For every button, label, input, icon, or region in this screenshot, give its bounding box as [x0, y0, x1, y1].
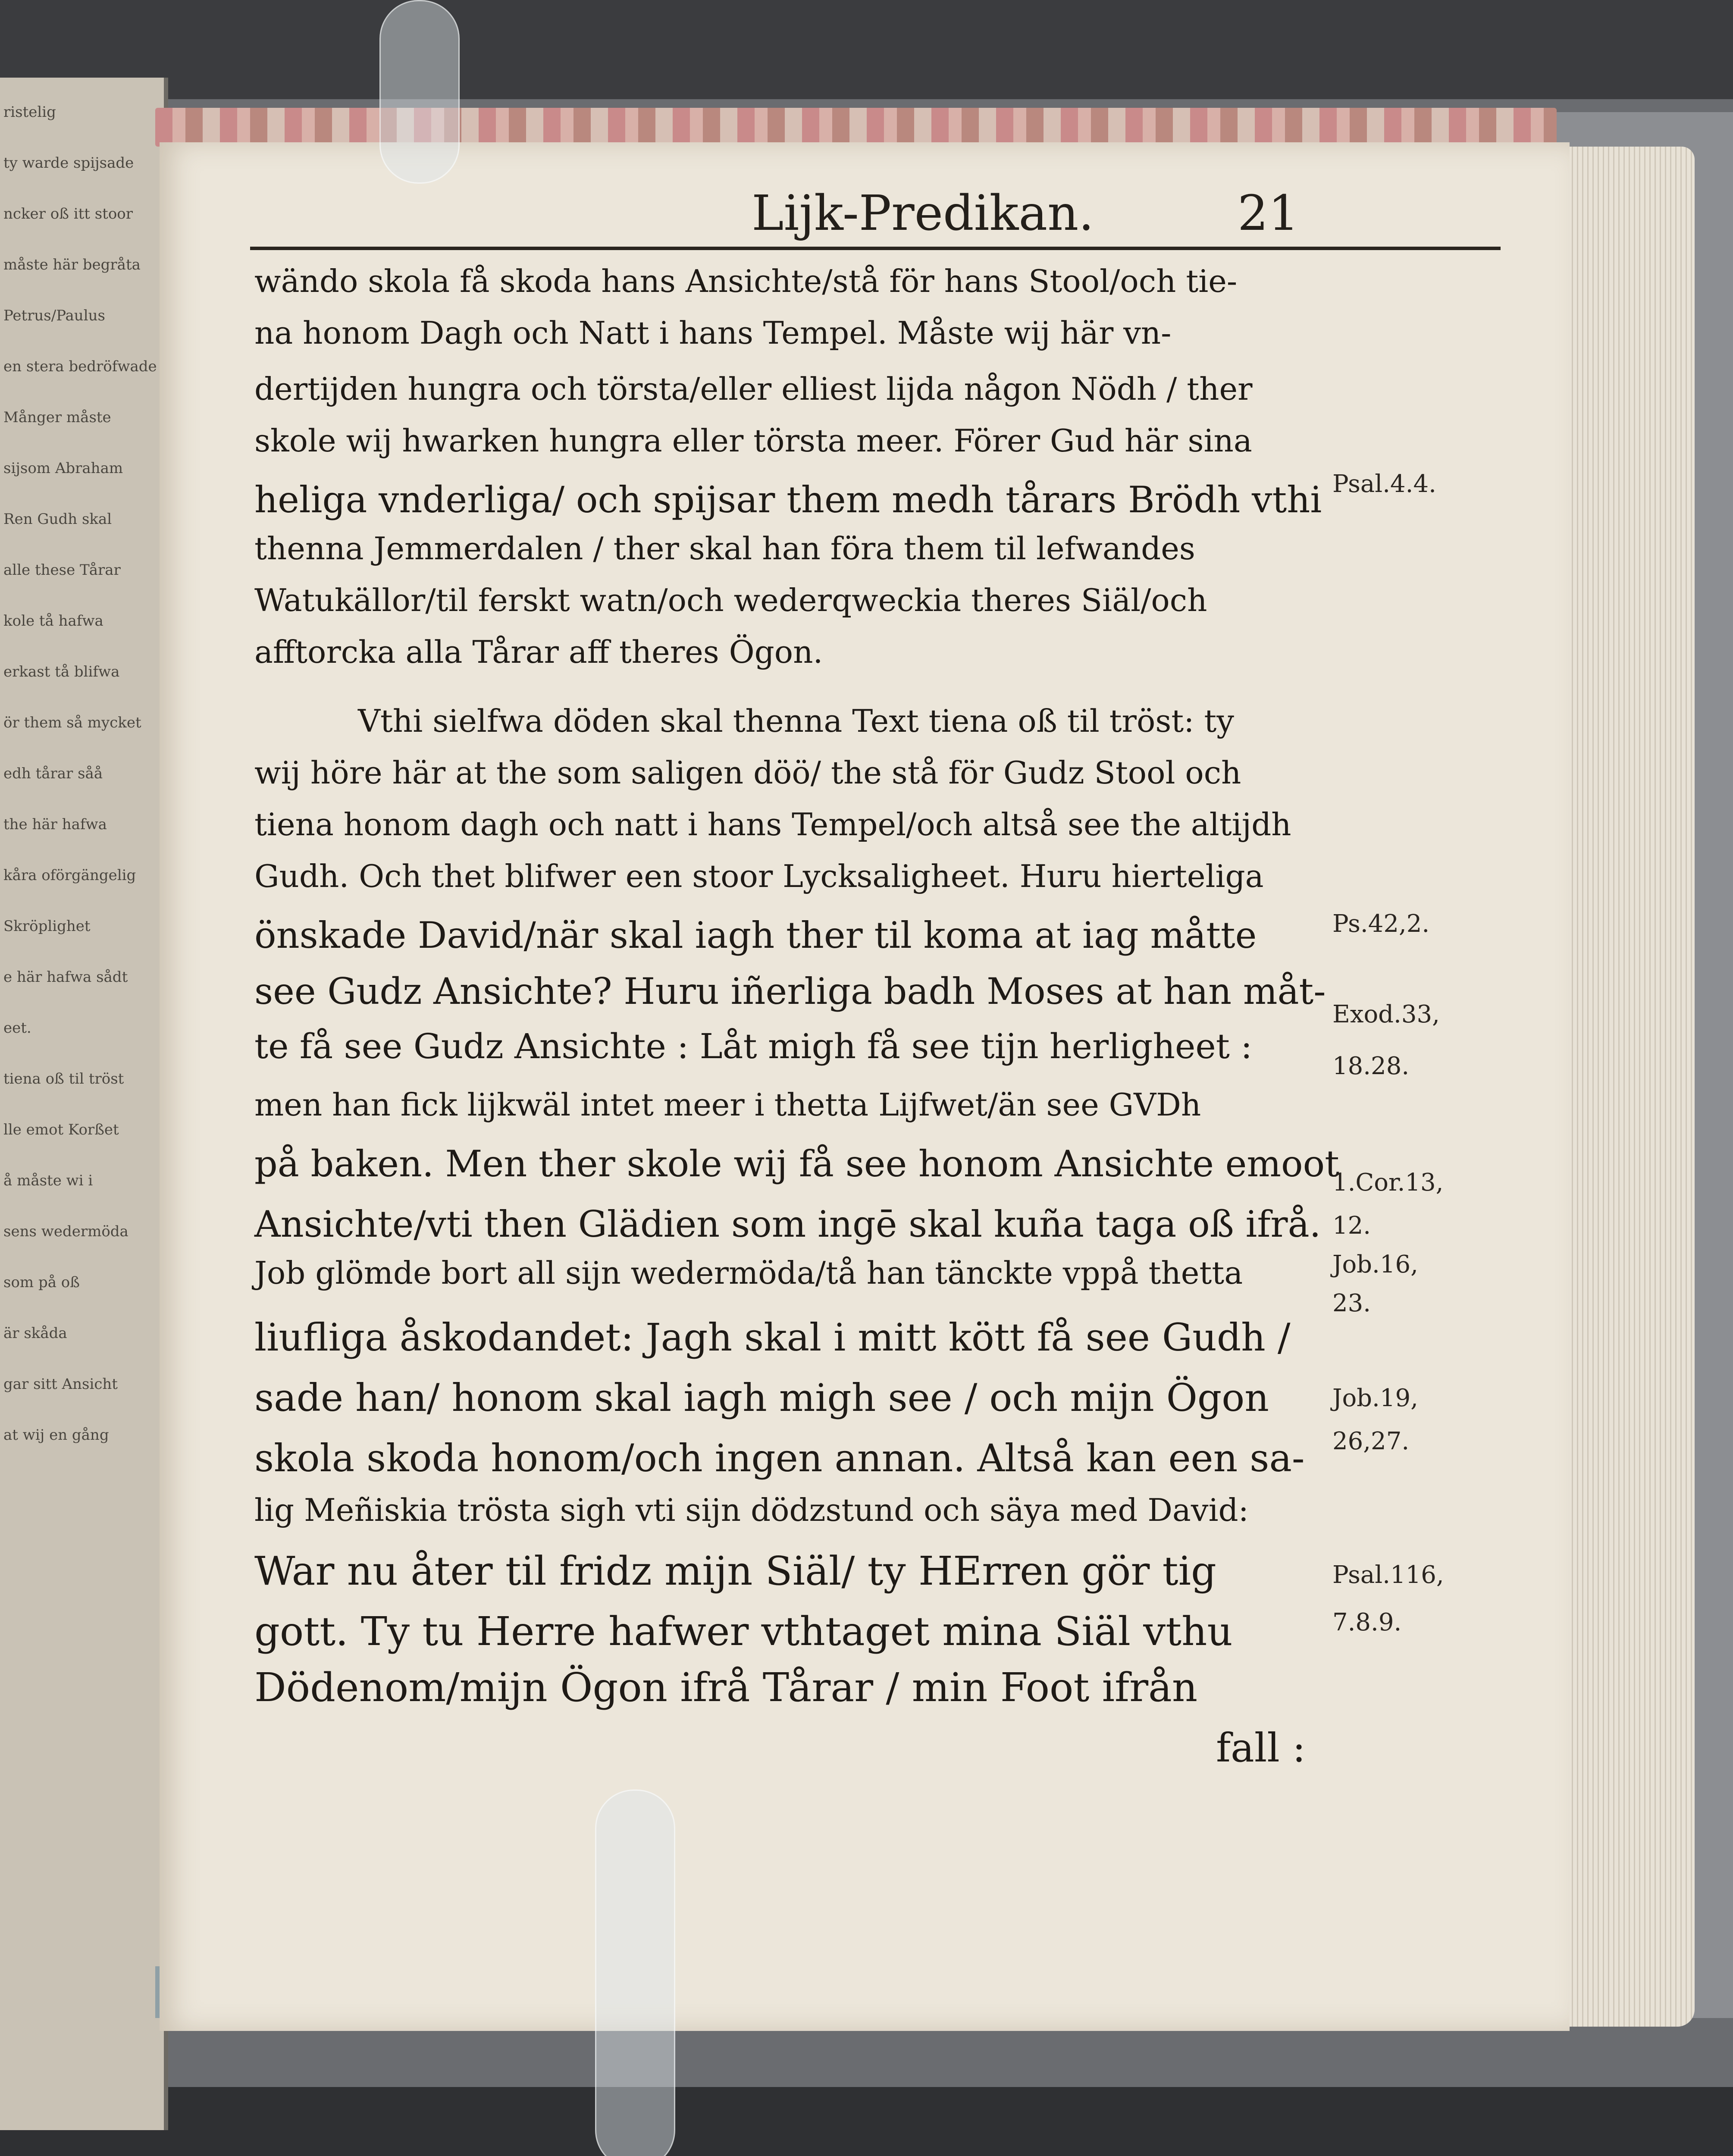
margin-reference: 23. [1332, 1289, 1371, 1317]
left-page-line: e här hafwa sådt [3, 968, 128, 986]
scanner-top-edge [0, 0, 1733, 99]
text-line: see Gudz Ansichte? Huru iñerliga badh Moses at han måt- [254, 970, 1326, 1012]
text-line: thenna Jemmerdalen / ther skal han föra them til lefwandes [254, 530, 1195, 567]
left-page-line: å måste wi i [3, 1172, 93, 1189]
left-page-line: erkast tå blifwa [3, 663, 120, 680]
left-page-line: ty warde spijsade [3, 154, 134, 172]
page-holder-clip-bottom [595, 1789, 675, 2156]
left-page-line: Skröplighet [3, 918, 91, 935]
text-line: wändo skola få skoda hans Ansichte/stå för hans Stool/och tie- [254, 263, 1238, 299]
text-line: wij höre här at the som saligen döö/ the stå för Gudz Stool och [254, 755, 1241, 791]
page-holder-clip-top [379, 0, 460, 184]
text-line: skola skoda honom/och ingen annan. Altså kan een sa- [254, 1436, 1305, 1480]
left-page-line: måste här begråta [3, 256, 141, 273]
margin-reference: 12. [1332, 1212, 1371, 1240]
left-page-line: at wij en gång [3, 1426, 109, 1444]
left-page-line: alle these Tårar [3, 561, 121, 579]
text-line: på baken. Men ther skole wij få see honom Ansichte emoot [254, 1143, 1339, 1185]
left-page-line: edh tårar såå [3, 765, 103, 782]
left-page-line: är skåda [3, 1325, 67, 1342]
text-line: skole wij hwarken hungra eller törsta meer. Förer Gud här sina [254, 423, 1252, 459]
left-page-line: ör them så mycket [3, 714, 141, 731]
text-line: afftorcka alla Tårar aff theres Ögon. [254, 634, 823, 670]
text-line: sade han/ honom skal iagh migh see / och mijn Ögon [254, 1376, 1269, 1420]
marbled-edge [155, 108, 1557, 147]
text-line: men han fick lijkwäl intet meer i thetta Lijfwet/än see GVDh [254, 1087, 1201, 1123]
margin-reference: Job.16, [1332, 1250, 1418, 1279]
left-page-line: Petrus/Paulus [3, 307, 105, 324]
left-page-line: sijsom Abraham [3, 460, 123, 477]
text-line: dertijden hungra och törsta/eller elliest lijda någon Nödh / ther [254, 371, 1253, 407]
header-rule [250, 247, 1501, 250]
left-page-line: ncker oß itt stoor [3, 205, 133, 222]
text-line: gott. Ty tu Herre hafwer vthtaget mina Siäl vthu [254, 1608, 1233, 1655]
text-line: fall : [1216, 1725, 1306, 1771]
text-line: Vthi sielfwa döden skal thenna Text tiena oß til tröst: ty [358, 703, 1234, 739]
left-page-line: ristelig [3, 103, 56, 121]
text-line: önskade David/när skal iagh ther til koma at iag måtte [254, 914, 1257, 956]
left-page-line: sens wedermöda [3, 1223, 128, 1240]
text-line: Watukällor/til ferskt watn/och wederqweckia theres Siäl/och [254, 582, 1207, 618]
margin-reference: 18.28. [1332, 1052, 1410, 1080]
book-page [160, 142, 1570, 2031]
text-line: Dödenom/mijn Ögon ifrå Tårar / min Foot ifrån [254, 1664, 1198, 1711]
margin-reference: Job.19, [1332, 1384, 1418, 1412]
text-line: lig Meñiskia trösta sigh vti sijn dödzstund och säya med David: [254, 1492, 1249, 1528]
scanner-bottom-edge [0, 2087, 1733, 2156]
left-page-line: the här hafwa [3, 816, 107, 833]
left-page-line: kåra oförgängelig [3, 867, 136, 884]
margin-reference: 7.8.9. [1332, 1608, 1402, 1636]
margin-reference: 1.Cor.13, [1332, 1169, 1444, 1197]
margin-reference: Ps.42,2. [1332, 910, 1430, 938]
page-stack-edge [1552, 147, 1695, 2027]
text-line: War nu åter til fridz mijn Siäl/ ty HErren gör tig [254, 1548, 1216, 1594]
text-line: Job glömde bort all sijn wedermöda/tå han tänckte vppå thetta [254, 1255, 1243, 1291]
running-header: Lijk-Predikan. [752, 185, 1094, 241]
margin-reference: Psal.116, [1332, 1561, 1444, 1589]
left-page-line: gar sitt Ansicht [3, 1376, 118, 1393]
text-line: Ansichte/vti then Glädien som ingē skal kuña taga oß ifrå. [254, 1203, 1321, 1245]
text-line: liufliga åskodandet: Jagh skal i mitt kött få see Gudh / [254, 1315, 1291, 1360]
margin-reference: 26,27. [1332, 1427, 1410, 1455]
left-page-line: lle emot Korßet [3, 1121, 119, 1138]
text-line: tiena honom dagh och natt i hans Tempel/och altså see the altijdh [254, 806, 1291, 843]
margin-reference: Exod.33, [1332, 1000, 1440, 1028]
left-page-line: eet. [3, 1019, 31, 1037]
text-line: heliga vnderliga/ och spijsar them medh tårars Brödh vthi [254, 479, 1322, 521]
text-line: na honom Dagh och Natt i hans Tempel. Måste wij här vn- [254, 315, 1172, 351]
left-page-line: tiena oß til tröst [3, 1070, 124, 1087]
text-line: te få see Gudz Ansichte : Låt migh få see tijn herligheet : [254, 1026, 1253, 1066]
page-number: 21 [1238, 185, 1299, 241]
left-page-line: kole tå hafwa [3, 612, 103, 630]
margin-reference: Psal.4.4. [1332, 470, 1436, 498]
left-page-line: som på oß [3, 1274, 80, 1291]
left-page [0, 78, 168, 2130]
left-page-line: Månger måste [3, 409, 111, 426]
left-page-line: en stera bedröfwade [3, 358, 157, 375]
text-line: Gudh. Och thet blifwer een stoor Lycksaligheet. Huru hierteliga [254, 858, 1264, 894]
left-page-line: Ren Gudh skal [3, 511, 112, 528]
